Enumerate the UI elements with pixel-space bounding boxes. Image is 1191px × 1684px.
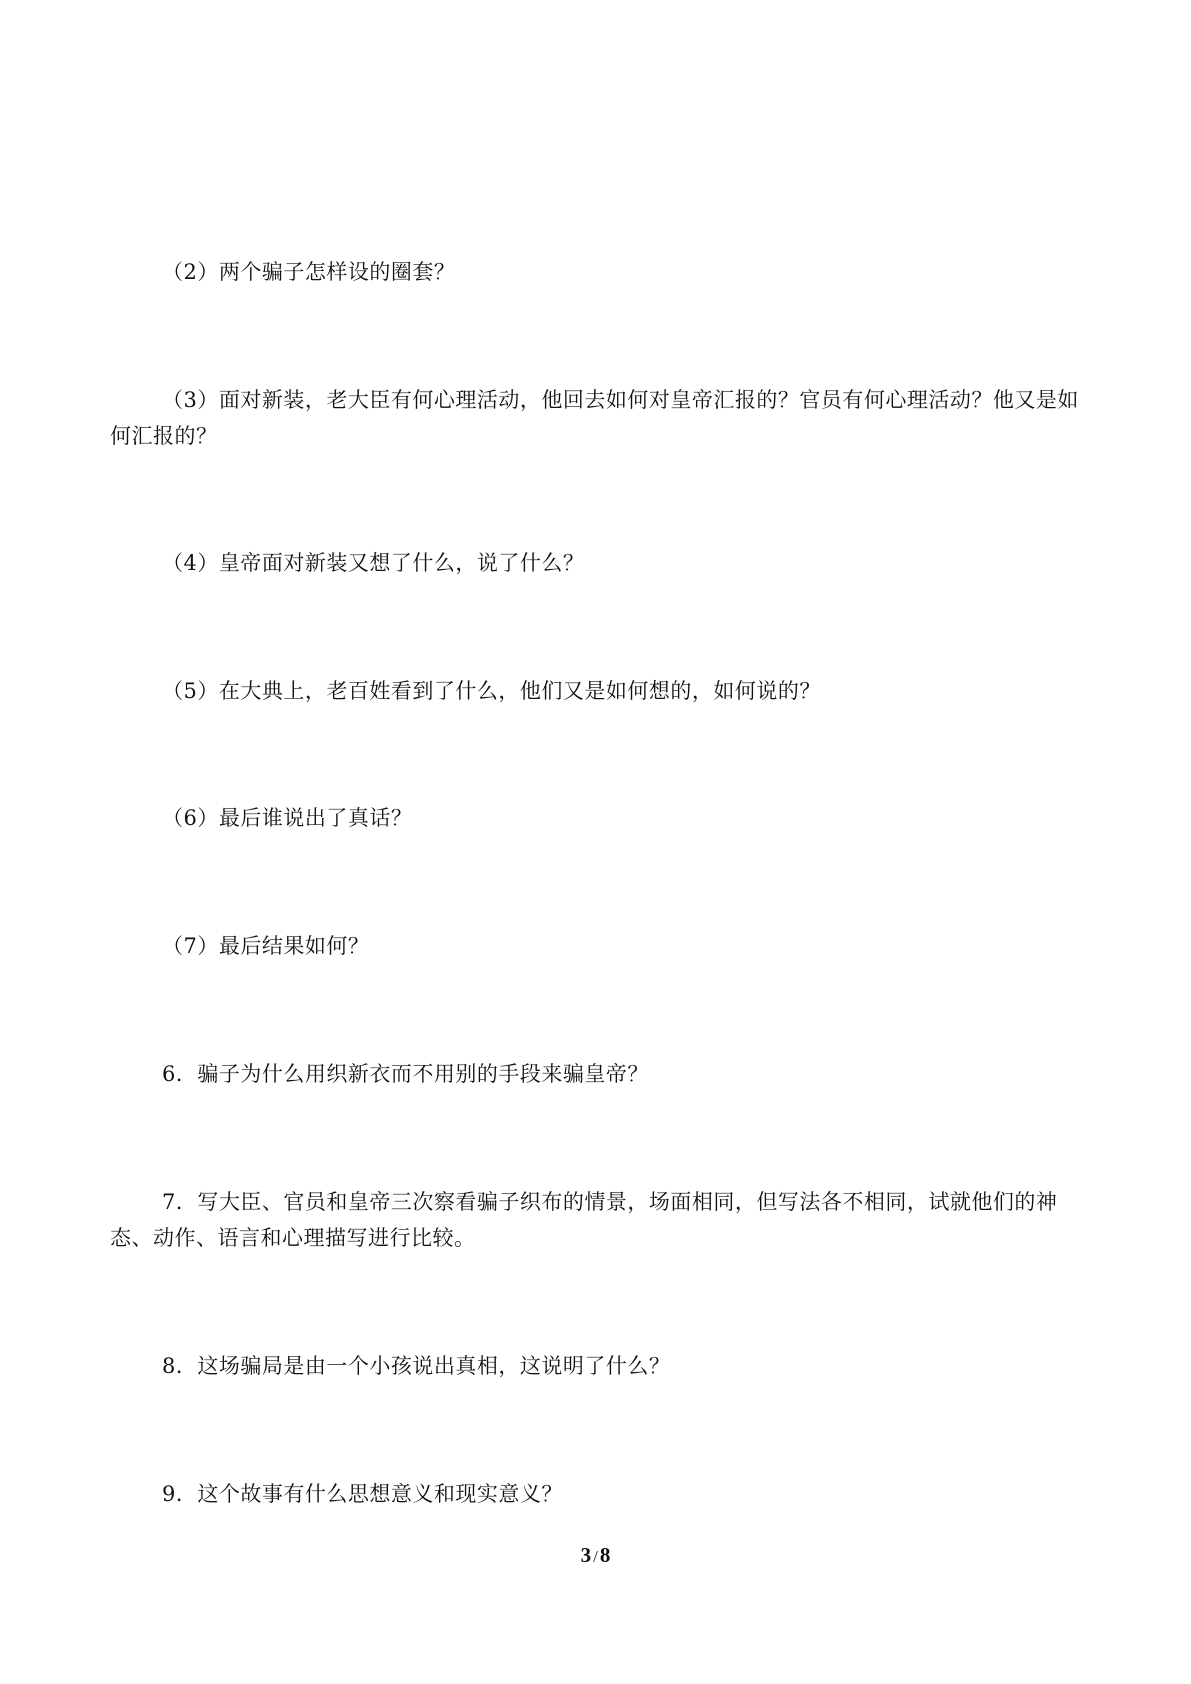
question-5-2: （2）两个骗子怎样设的圈套？ [162, 260, 456, 284]
page-number [0, 1543, 1191, 1568]
page-number-separator: / [593, 1547, 598, 1566]
total-pages-number: 8 [599, 1543, 611, 1567]
question-7: 7．写大臣、官员和皇帝三次察看骗子织布的情景，场面相同，但写法各不相同，试就他们的神态、动作、语言和心理描写进行比较。 [110, 1190, 1058, 1250]
question-6: 6．骗子为什么用织新衣而不用别的手段来骗皇帝？ [162, 1062, 649, 1086]
question-9: 9．这个故事有什么思想意义和现实意义？ [162, 1482, 563, 1506]
question-5-4: （4）皇帝面对新装又想了什么，说了什么？ [162, 551, 585, 575]
question-5-6: （6）最后谁说出了真话？ [162, 806, 413, 830]
question-5-7: （7）最后结果如何？ [162, 934, 370, 958]
question-5-5: （5）在大典上，老百姓看到了什么，他们又是如何想的，如何说的？ [162, 679, 821, 703]
question-8: 8．这场骗局是由一个小孩说出真相，这说明了什么？ [162, 1354, 671, 1378]
question-5-3: （3）面对新装，老大臣有何心理活动，他回去如何对皇帝汇报的？官员有何心理活动？他又是如何汇报的？ [110, 388, 1079, 448]
current-page-number: 3 [580, 1543, 592, 1567]
